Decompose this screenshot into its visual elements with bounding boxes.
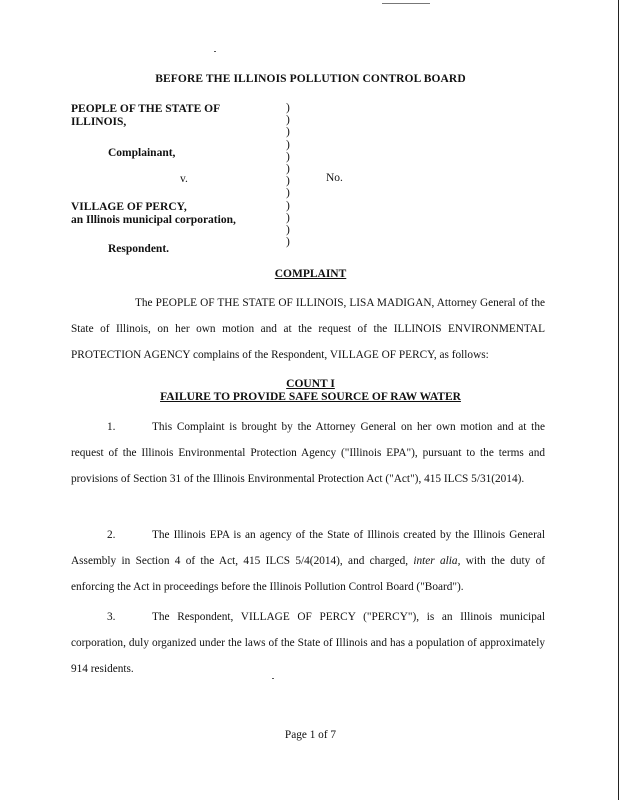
scan-speck (214, 51, 216, 52)
caption-paren: ) (286, 114, 290, 127)
caption-paren: ) (286, 199, 290, 212)
respondent-role: Respondent. (108, 243, 170, 255)
count-subheading: FAILURE TO PROVIDE SAFE SOURCE OF RAW WATER (160, 391, 461, 403)
intro-paragraph (71, 290, 545, 369)
paragraph-text-part: The Illinois EPA is an agency of the State of Illinois created by the Illinois General Assembly in Section 4 of the Act, 415 ILCS 5/4(2014), and charged, (71, 529, 545, 568)
paragraph-italic-text: inter alia, (413, 555, 461, 568)
paragraph-number: 2. (107, 529, 116, 541)
paragraph-text: The Respondent, VILLAGE OF PERCY ("PERCY"), is an Illinois municipal corporation, duly organized under the laws of the State of Illinois and has a population of approximately 914 residents. (71, 611, 545, 676)
document-title: BEFORE THE ILLINOIS POLLUTION CONTROL BOARD (155, 73, 466, 85)
complainant-name-line1: PEOPLE OF THE STATE OF (71, 103, 221, 115)
caption-paren: ) (286, 211, 290, 224)
numbered-paragraph (71, 522, 545, 601)
caption-paren: ) (286, 150, 290, 163)
paragraph-number: 3. (107, 611, 116, 623)
caption-paren: ) (286, 102, 290, 114)
numbered-paragraph (71, 414, 545, 493)
page-number-footer: Page 1 of 7 (284, 729, 337, 741)
case-number-label: No. (326, 172, 343, 184)
caption-paren: ) (286, 138, 290, 151)
versus-label: v. (180, 173, 188, 185)
caption-paren: ) (286, 236, 290, 249)
caption-paren: ) (286, 126, 290, 139)
numbered-paragraph (71, 604, 545, 683)
caption-paren: ) (286, 175, 290, 188)
respondent-name-line1: VILLAGE OF PERCY, (71, 201, 187, 213)
scan-edge-top (382, 3, 430, 4)
complainant-name-line2: ILLINOIS, (71, 116, 127, 128)
paragraph-text-part: with the duty of enforcing the Act in proceedings before the Illinois Pollution Control Board ("Board"). (71, 555, 546, 594)
respondent-name-line2: an Illinois municipal corporation, (71, 214, 236, 226)
paragraph-number: 1. (107, 421, 116, 433)
count-heading: COUNT I (286, 378, 335, 390)
complaint-heading: COMPLAINT (274, 268, 347, 280)
caption-paren: ) (286, 223, 290, 236)
complainant-role: Complainant, (108, 147, 176, 159)
intro-text: The PEOPLE OF THE STATE OF ILLINOIS, LISA MADIGAN, Attorney General of the State of Illinois, on her own motion and at the request of the ILLINOIS ENVIRONMENTAL PROTECTION AGENCY complains of the Respondent, VILLAGE OF PERCY, as follows: (71, 297, 545, 362)
caption-parenthesis-column (286, 102, 290, 248)
caption-paren: ) (286, 187, 290, 200)
caption-paren: ) (286, 162, 290, 175)
paragraph-text: This Complaint is brought by the Attorney General on her own motion and at the request of the Illinois Environmental Protection Agency ("Illinois EPA"), pursuant to the terms and provisions of Section 31 of the Illinois Environmental Protection Act ("Act"), 415 ILCS 5/31(2014). (71, 421, 545, 486)
